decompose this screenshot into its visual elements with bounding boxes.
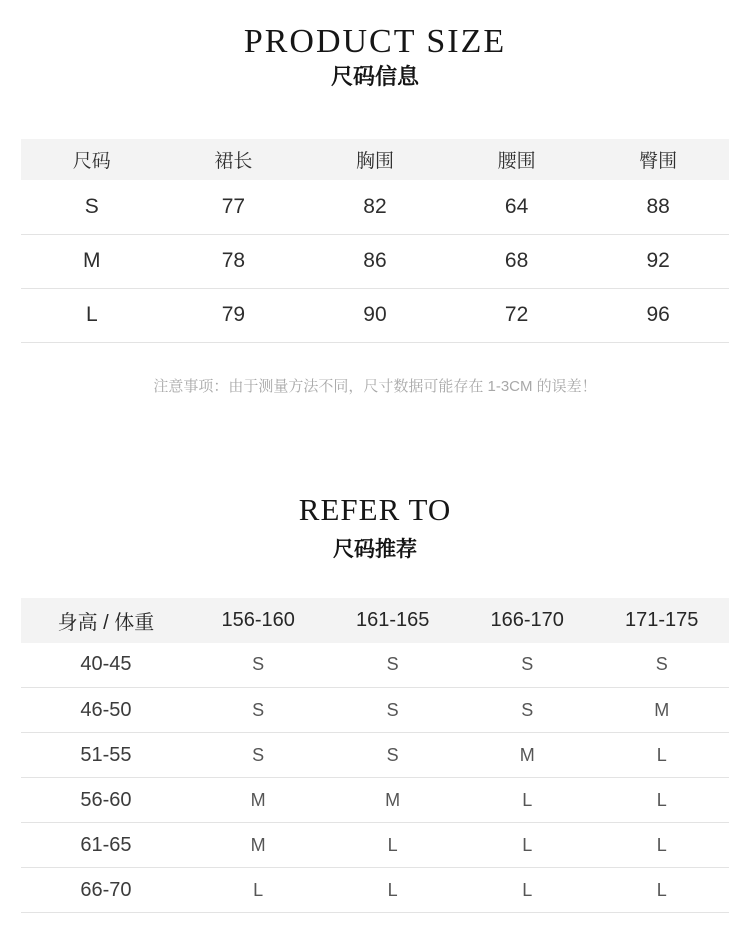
size-label-cell: L — [21, 288, 163, 342]
table-row — [21, 234, 729, 288]
measurement-cell: 82 — [304, 180, 446, 234]
table-row — [21, 643, 729, 688]
waist-col-header: 腰围 — [446, 139, 588, 180]
recommended-size-cell: S — [460, 643, 595, 688]
skirt-length-col-header: 裙长 — [163, 139, 305, 180]
recommended-size-cell: L — [460, 823, 595, 868]
measurement-cell: 77 — [163, 180, 305, 234]
weight-range-cell: 40-45 — [21, 643, 191, 688]
measurement-cell: 79 — [163, 288, 305, 342]
size-col-header: 尺码 — [21, 139, 163, 180]
height-weight-col-header: 身高 / 体重 — [21, 598, 191, 643]
refer-to-title: REFER TO — [298, 491, 452, 527]
height-range-col-header: 171-175 — [594, 598, 729, 643]
recommended-size-cell: L — [460, 868, 595, 913]
measurement-cell: 90 — [304, 288, 446, 342]
size-label-cell: S — [21, 180, 163, 234]
recommended-size-cell: S — [325, 688, 460, 733]
recommended-size-cell: M — [191, 778, 326, 823]
bust-col-header: 胸围 — [304, 139, 446, 180]
measurement-cell: 78 — [163, 234, 305, 288]
recommended-size-cell: S — [191, 688, 326, 733]
weight-range-cell: 66-70 — [21, 868, 191, 913]
measurement-note: 注意事项：由于测量方法不同，尺寸数据可能存在 1-3CM 的误差！ — [153, 377, 597, 395]
recommended-size-cell: S — [325, 643, 460, 688]
measurement-cell: 96 — [587, 288, 729, 342]
recommended-size-cell: L — [594, 778, 729, 823]
table-row — [21, 180, 729, 234]
recommended-size-cell: M — [325, 778, 460, 823]
table-row — [21, 688, 729, 733]
recommended-size-cell: L — [460, 778, 595, 823]
hip-col-header: 臀围 — [587, 139, 729, 180]
recommended-size-cell: L — [594, 733, 729, 778]
table-row — [21, 733, 729, 778]
weight-range-cell: 61-65 — [21, 823, 191, 868]
recommended-size-cell: S — [191, 733, 326, 778]
measurement-cell: 88 — [587, 180, 729, 234]
table-row — [21, 868, 729, 913]
measurement-cell: 86 — [304, 234, 446, 288]
weight-range-cell: 56-60 — [21, 778, 191, 823]
recommended-size-cell: S — [325, 733, 460, 778]
size-info-subtitle: 尺码信息 — [330, 64, 419, 89]
recommended-size-cell: S — [191, 643, 326, 688]
size-table — [21, 139, 729, 343]
measurement-cell: 68 — [446, 234, 588, 288]
recommended-size-cell: S — [460, 688, 595, 733]
recommended-size-cell: L — [325, 868, 460, 913]
recommended-size-cell: L — [594, 868, 729, 913]
weight-range-cell: 46-50 — [21, 688, 191, 733]
recommended-size-cell: M — [460, 733, 595, 778]
height-range-col-header: 161-165 — [325, 598, 460, 643]
height-range-col-header: 166-170 — [460, 598, 595, 643]
product-size-title: PRODUCT SIZE — [243, 23, 507, 60]
table-row — [21, 288, 729, 342]
recommended-size-cell: M — [594, 688, 729, 733]
measurement-cell: 64 — [446, 180, 588, 234]
height-range-col-header: 156-160 — [191, 598, 326, 643]
measurement-cell: 72 — [446, 288, 588, 342]
recommended-size-cell: L — [594, 823, 729, 868]
recommended-size-cell: L — [325, 823, 460, 868]
table-row — [21, 778, 729, 823]
measurement-cell: 92 — [587, 234, 729, 288]
refer-table-header-row — [21, 598, 729, 643]
recommended-size-cell: L — [191, 868, 326, 913]
refer-table — [21, 598, 729, 914]
table-row — [21, 823, 729, 868]
recommended-size-cell: M — [191, 823, 326, 868]
weight-range-cell: 51-55 — [21, 733, 191, 778]
size-label-cell: M — [21, 234, 163, 288]
recommended-size-cell: S — [594, 643, 729, 688]
size-table-header-row — [21, 139, 729, 180]
size-recommend-subtitle: 尺码推荐 — [333, 537, 417, 561]
